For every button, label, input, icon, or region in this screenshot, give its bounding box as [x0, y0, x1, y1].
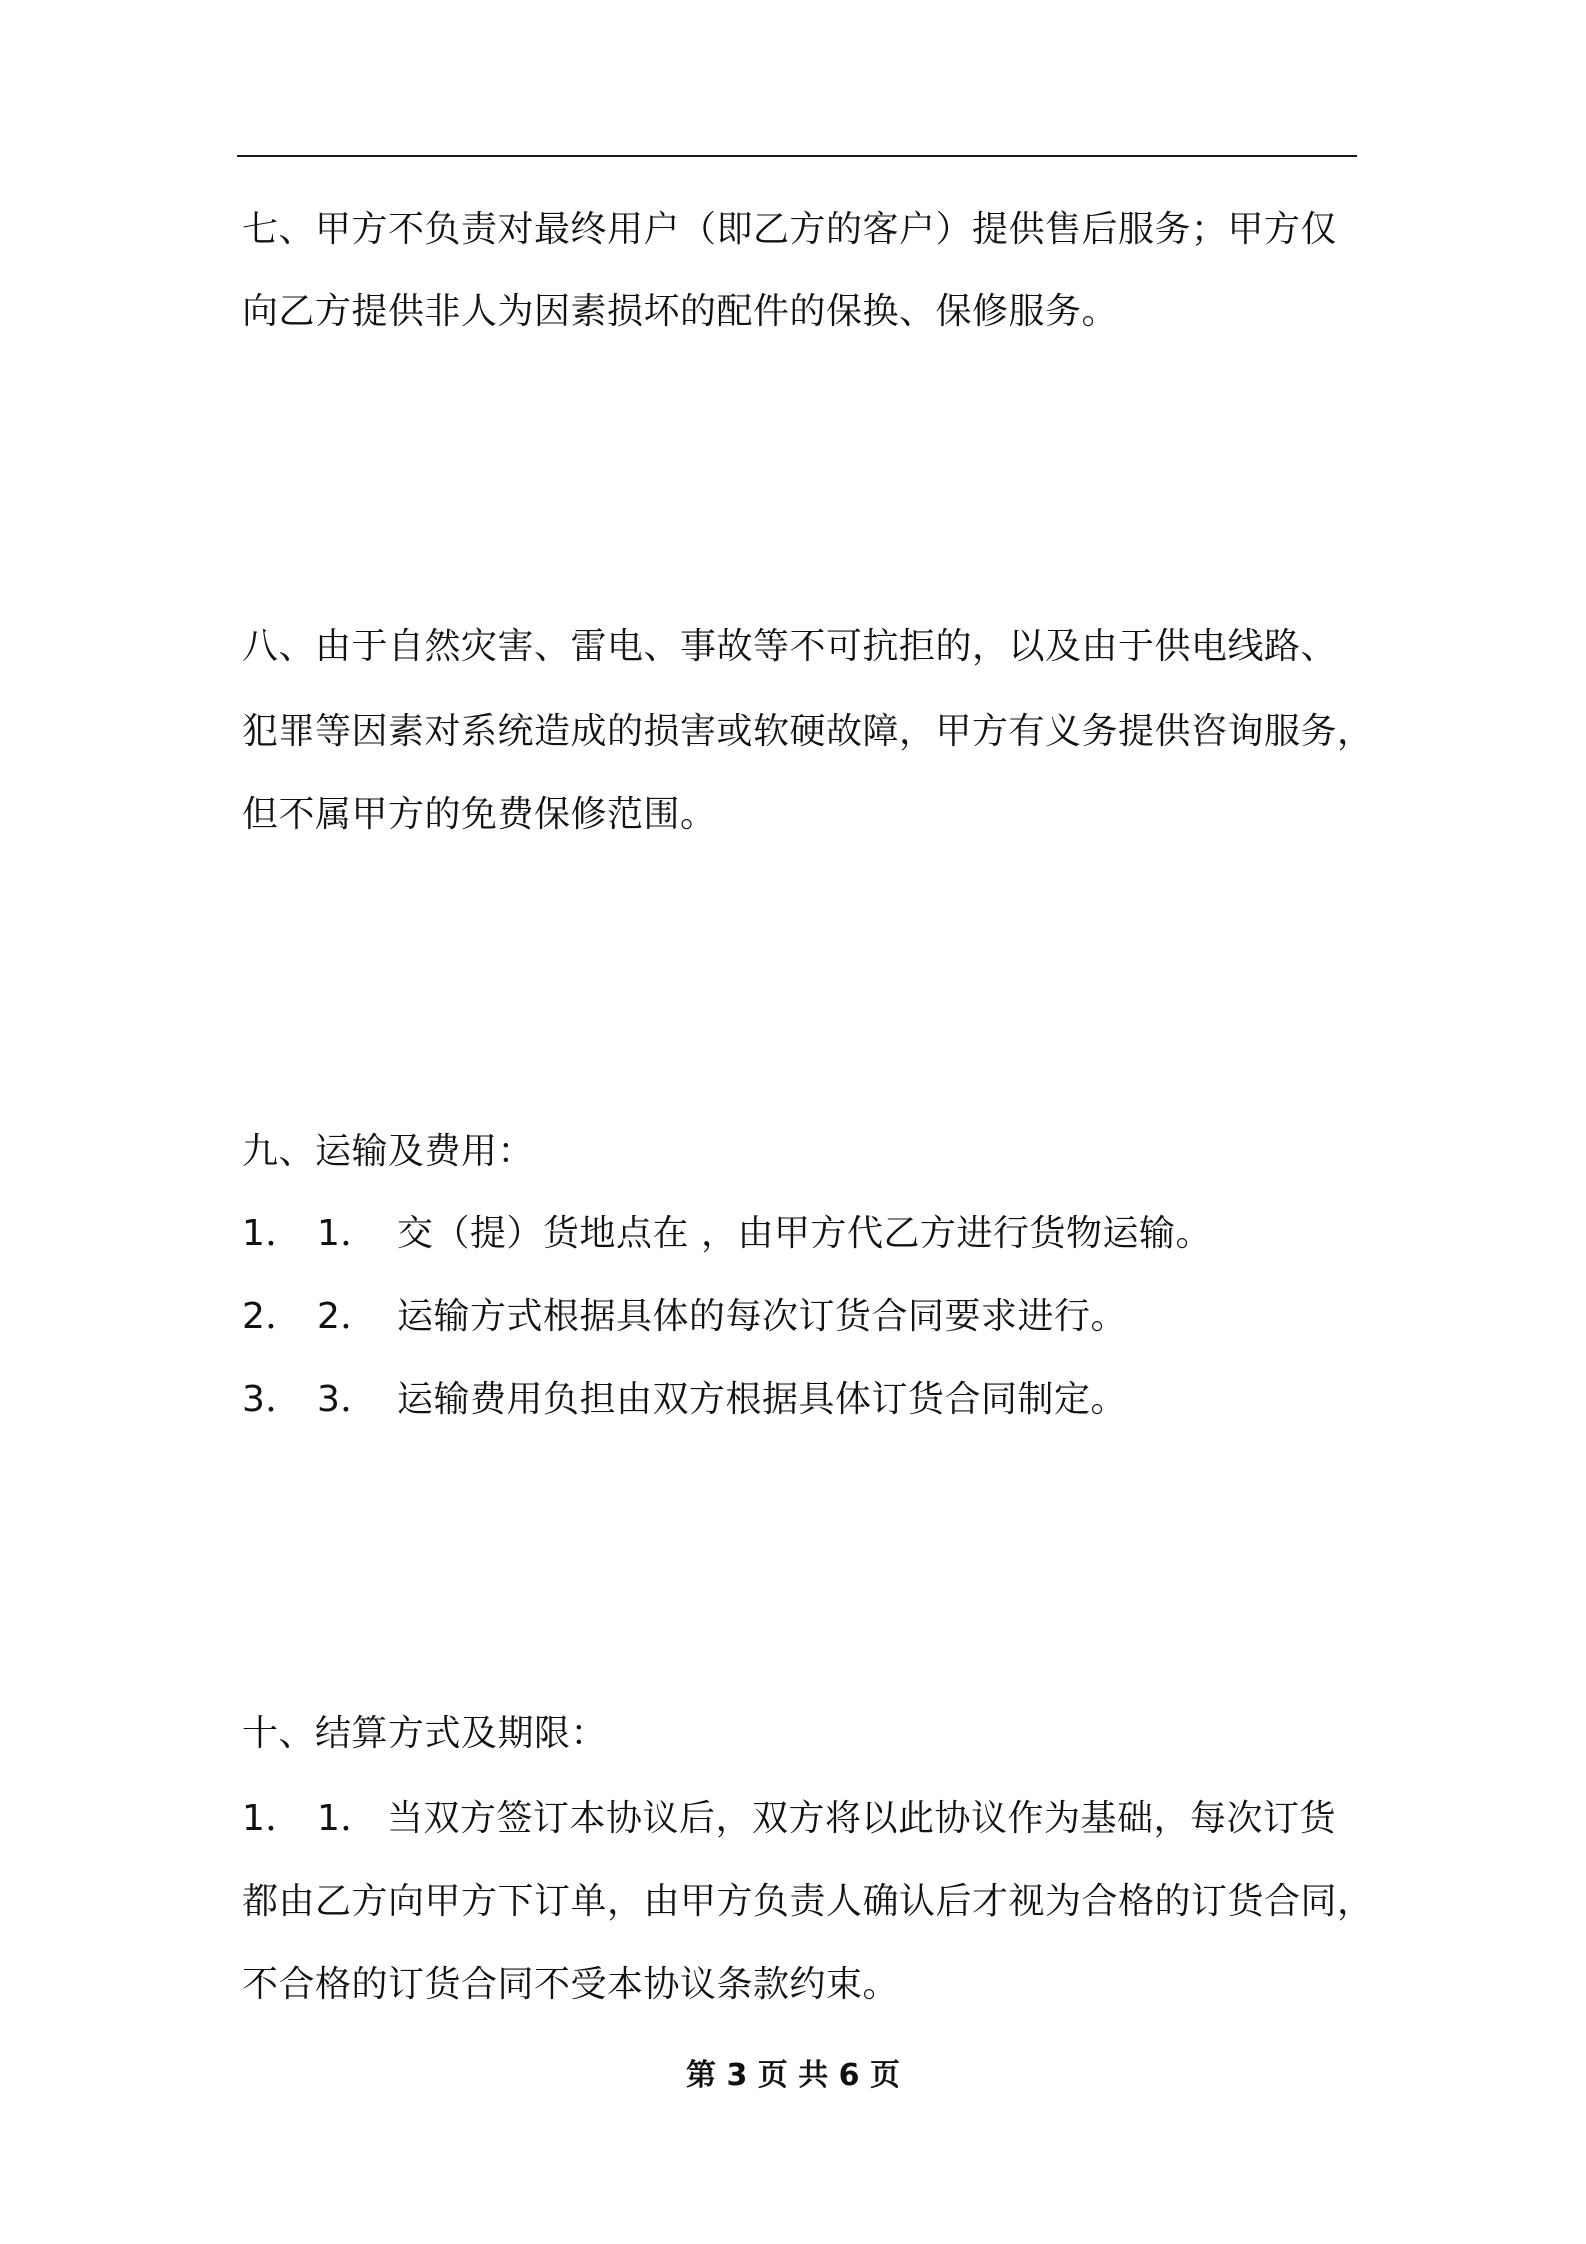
- item-number: 1．: [242, 1213, 302, 1254]
- section-10-line-2: 都由乙方向甲方下订单，由甲方负责人确认后才视为合格的订货合同，: [242, 1881, 1374, 1922]
- item-text: 运输费用负担由双方根据具体订货合同制定。: [397, 1379, 1128, 1420]
- item-number: 1．: [242, 1798, 302, 1839]
- section-10-line-3: 不合格的订货合同不受本协议条款约束。: [242, 1964, 900, 2005]
- section-7-line-2: 向乙方提供非人为因素损坏的配件的保换、保修服务。: [242, 291, 1119, 332]
- header-rule: [237, 155, 1357, 157]
- item-text: 运输方式根据具体的每次订货合同要求进行。: [397, 1296, 1128, 1337]
- section-10-title: 十、结算方式及期限：: [242, 1713, 608, 1754]
- item-number: 3．: [242, 1379, 302, 1420]
- section-8-line-2: 犯罪等因素对系统造成的损害或软硬故障，甲方有义务提供咨询服务，: [242, 711, 1374, 752]
- item-text: 交（提）货地点在 ，由甲方代乙方进行货物运输。: [397, 1213, 1212, 1254]
- page-number: 第 3 页 共 6 页: [686, 2058, 900, 2093]
- section-9-title: 九、运输及费用：: [242, 1131, 535, 1172]
- section-8-line-1: 八、由于自然灾害、雷电、事故等不可抗拒的，以及由于供电线路、: [242, 626, 1338, 667]
- section-7-line-1: 七、甲方不负责对最终用户（即乙方的客户）提供售后服务；甲方仅: [242, 209, 1338, 250]
- item-number: 2．: [242, 1296, 302, 1337]
- item-sub-number: 3．: [317, 1379, 377, 1420]
- item-sub-number: 1．: [317, 1798, 377, 1839]
- item-sub-number: 2．: [317, 1296, 377, 1337]
- section-8-line-3: 但不属甲方的免费保修范围。: [242, 794, 717, 835]
- item-sub-number: 1．: [317, 1213, 377, 1254]
- item-text: 当双方签订本协议后，双方将以此协议作为基础，每次订货: [387, 1798, 1337, 1839]
